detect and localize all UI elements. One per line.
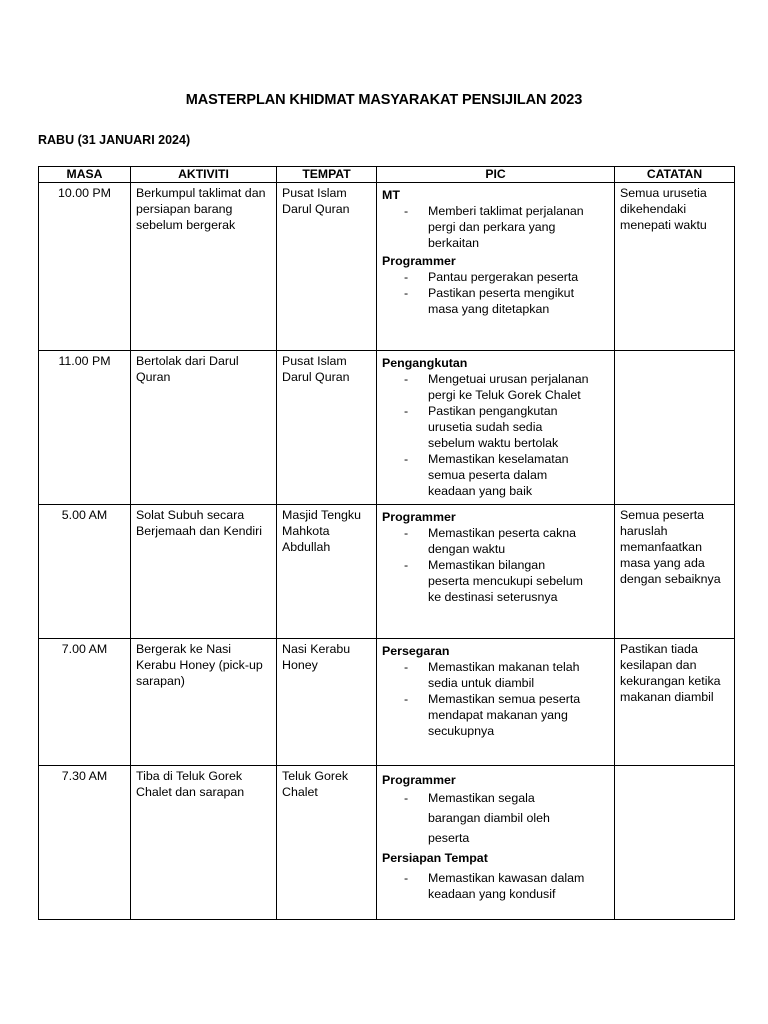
cell-catatan: Semua peserta haruslah memanfaatkan masa yang ada dengan sebaiknya [615,505,735,639]
cell-tempat: Masjid Tengku Mahkota Abdullah [277,505,377,639]
cell-tempat: Teluk Gorek Chalet [277,766,377,920]
pic-task-list [382,870,609,902]
table-row [39,639,735,766]
table-row [39,505,735,639]
pic-task-item: - Memastikan keselamatan semua peserta dalam keadaan yang baik [382,451,609,499]
pic-task-item: - Memastikan bilangan peserta mencukupi sebelum ke destinasi seterusnya [382,557,609,605]
pic-group-title: Programmer [382,773,456,787]
cell-aktiviti: Berkumpul taklimat dan persiapan barang sebelum bergerak [131,183,277,351]
table-row [39,766,735,920]
pic-task-item: - Pantau pergerakan peserta [382,269,609,285]
table-row [39,351,735,505]
cell-aktiviti: Bergerak ke Nasi Kerabu Honey (pick-up sarapan) [131,639,277,766]
cell-pic [377,351,615,505]
pic-task-list [382,269,609,317]
cell-catatan: Pastikan tiada kesilapan dan kekurangan ketika makanan diambil [615,639,735,766]
pic-task-item: - Memberi taklimat perjalanan pergi dan perkara yang berkaitan [382,203,609,251]
pic-task-list [382,788,609,848]
header-tempat: TEMPAT [277,167,377,183]
pic-task-item: - Memastikan peserta cakna dengan waktu [382,525,609,557]
pic-task-item: - Memastikan kawasan dalam keadaan yang kondusif [382,870,609,902]
cell-catatan [615,766,735,920]
pic-task-list [382,203,609,251]
cell-tempat: Pusat Islam Darul Quran [277,351,377,505]
pic-group-title: Pengangkutan [382,356,468,370]
cell-catatan: Semua urusetia dikehendaki menepati waktu [615,183,735,351]
cell-aktiviti: Tiba di Teluk Gorek Chalet dan sarapan [131,766,277,920]
pic-task-item: - Mengetuai urusan perjalanan pergi ke Teluk Gorek Chalet [382,371,609,403]
schedule-table [38,166,735,920]
pic-task-item: - Memastikan semua peserta mendapat makanan yang secukupnya [382,691,609,739]
pic-task-item: - Memastikan segala barangan diambil oleh peserta [382,788,609,848]
table-row [39,183,735,351]
cell-catatan [615,351,735,505]
cell-pic [377,639,615,766]
cell-masa: 11.00 PM [39,351,131,505]
document-title: MASTERPLAN KHIDMAT MASYARAKAT PENSIJILAN 2023 [185,92,583,108]
pic-group-title: Programmer [382,254,456,268]
pic-task-list [382,659,609,739]
pic-task-list [382,371,609,499]
pic-task-item: - Pastikan pengangkutan urusetia sudah sedia sebelum waktu bertolak [382,403,609,451]
header-masa: MASA [39,167,131,183]
table-header-row [39,167,735,183]
pic-task-item: - Memastikan makanan telah sedia untuk diambil [382,659,609,691]
pic-task-list [382,525,609,605]
pic-group-title: MT [382,188,400,202]
pic-group-title: Persiapan Tempat [382,851,488,865]
pic-task-item: - Pastikan peserta mengikut masa yang ditetapkan [382,285,609,317]
cell-tempat: Nasi Kerabu Honey [277,639,377,766]
header-catatan: CATATAN [615,167,735,183]
cell-tempat: Pusat Islam Darul Quran [277,183,377,351]
cell-aktiviti: Solat Subuh secara Berjemaah dan Kendiri [131,505,277,639]
pic-group-title: Programmer [382,510,456,524]
cell-aktiviti: Bertolak dari Darul Quran [131,351,277,505]
pic-group-title: Persegaran [382,644,450,658]
date-heading: RABU (31 JANUARI 2024) [38,133,191,147]
cell-masa: 7.30 AM [39,766,131,920]
cell-masa: 5.00 AM [39,505,131,639]
header-pic: PIC [377,167,615,183]
header-aktiviti: AKTIVITI [131,167,277,183]
cell-masa: 10.00 PM [39,183,131,351]
cell-masa: 7.00 AM [39,639,131,766]
cell-pic [377,505,615,639]
cell-pic [377,766,615,920]
cell-pic [377,183,615,351]
